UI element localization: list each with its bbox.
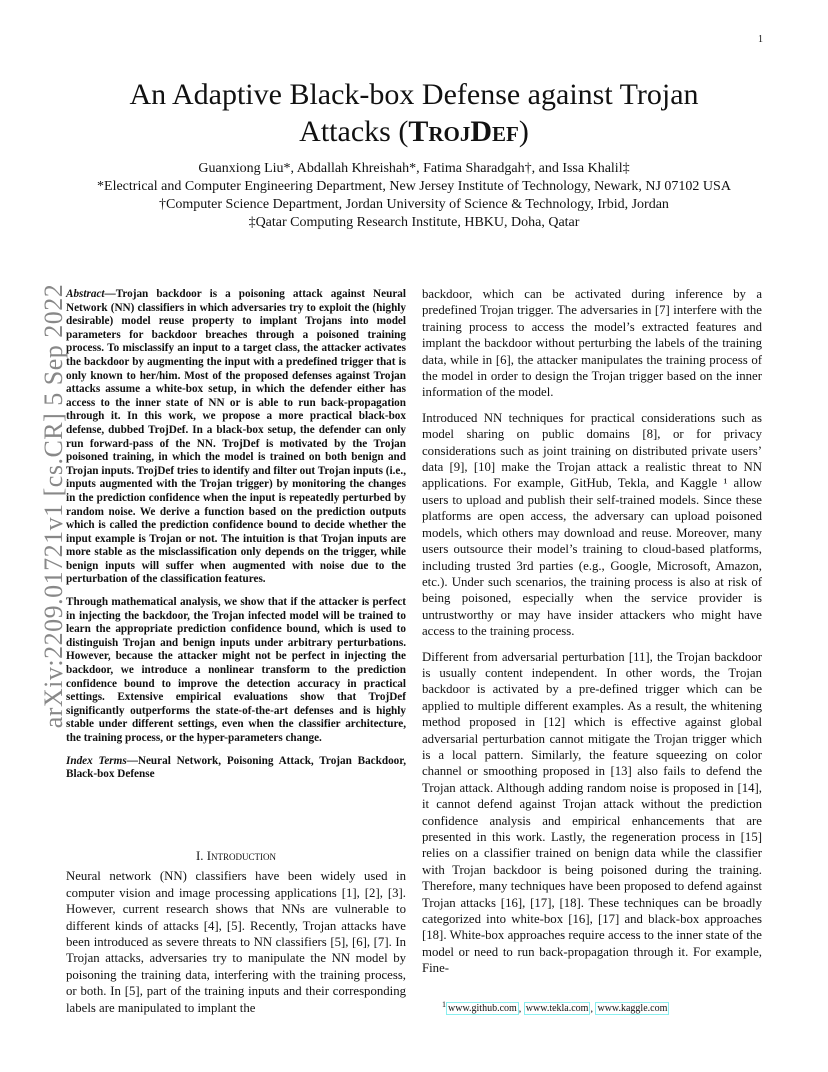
right-paragraph-1: backdoor, which can be activated during inference by a predefined Trojan trigger. The adversaries in [7] interfere with the training process to access the model’s extracted features and implant the backdoor without perturbing the labels of the training data, while in [6], the attacker manipulates the training process of the model in order to design the Trojan trigger based on the inner information of the model. <box>422 287 762 400</box>
introduction-left <box>66 848 406 1025</box>
right-column <box>422 286 762 986</box>
footnote-link-kaggle[interactable]: www.kaggle.com <box>597 1003 668 1015</box>
intro-paragraph-1: Neural network (NN) classifiers have been widely used in computer vision and image processing applications [1], [2], [3]. However, current research shows that NNs are vulnerable to different kinds of attacks [4], [5]. Recently, Trojan attacks have been introduced as severe threats to NN classifiers [5], [6], [7]. In Trojan attacks, adversaries try to manipulate the NN model by poisoning the training data, interfering with the training process, or both. In [5], part of the training inputs and their corresponding labels are manipulated to implant the <box>66 869 406 1015</box>
abstract-paragraph-2: Through mathematical analysis, we show that if the attacker is perfect in injecting the backdoor, the Trojan infected model will be trained to learn the appropriate prediction confidence bound, which is used to distinguish Trojan and benign inputs under arbitrary perturbations. However, because the attacker might not be perfect in injecting the backdoor, we introduce a nonlinear transform to the prediction confidence bound to improve the detection accuracy in practical settings. Extensive empirical evaluations show that TrojDef significantly outperforms the state-of-the-art defenses and is highly stable under different settings, even when the classifier architecture, the training process, or the hyper-parameters change. <box>66 596 406 744</box>
footnote-link-github[interactable]: www.github.com <box>448 1003 517 1015</box>
page-number: 1 <box>758 34 763 45</box>
abstract-paragraph-1 <box>66 288 406 587</box>
section-heading: I. Introduction <box>196 849 276 863</box>
index-terms <box>66 755 406 782</box>
affiliation-3: ‡Qatar Computing Research Institute, HBKU, Doha, Qatar <box>248 215 580 230</box>
footnote-mark: 1 <box>442 1000 446 1009</box>
affiliation-1: *Electrical and Computer Engineering Department, New Jersey Institute of Technology, Newark, NJ 07102 USA <box>97 179 731 194</box>
abstract <box>66 288 406 791</box>
title-line-2 <box>60 113 768 150</box>
footnote-link-tekla[interactable]: www.tekla.com <box>525 1003 589 1015</box>
arxiv-stamp: arXiv:2209.01721v1 [cs.CR] 5 Sep 2022 <box>39 283 68 729</box>
title-suffix: ) <box>518 115 529 148</box>
index-terms-text: —Neural Network, Poisoning Attack, Trojan Backdoor, Black-box Defense <box>66 754 406 781</box>
title-line-1: An Adaptive Black-box Defense against Trojan <box>129 78 699 111</box>
right-paragraph-3: Different from adversarial perturbation [11], the Trojan backdoor is usually content independent. In other words, the Trojan backdoor is activated by a pre-defined trigger which can be applied to multiple different examples. As a result, the whitening method proposed in [12] which is effective against global adversarial perturbation cannot mitigate the Trojan trigger which is a local pattern. Similarly, the feature squeezing on color channel or smoothing proposed in [13] also fails to defend the Trojan attack. Although adding random noise is proposed in [14], it cannot defend against Trojan attack without the prediction confidence analysis and empirical enhancements that are presented in this work. Lastly, the regeneration process in [15] relies on a classifier trained on benign data while the classifier with Trojan backdoor is being poisoned during the training. Therefore, many techniques have been proposed to defend against Trojan attacks [16], [17], [18]. These techniques can be broadly categorized into white-box [16], [17] and black-box approaches [18]. White-box approaches require access to the inner state of the model or need to run back-propagation through it. For example, Fine- <box>422 649 762 976</box>
title-prefix: Attacks ( <box>299 115 409 148</box>
abstract-label: Abstract <box>66 288 105 300</box>
abstract-text-1: —Trojan backdoor is a poisoning attack against Neural Network (NN) classifiers in which adversaries try to exploit the (highly desirable) model reuse property to implant Trojans into model parameters for backdoor breaches through a poisoned training process. To misclassify an input to a target class, the attacker activates the backdoor by augmenting the input with a predefined trigger that is only known to her/him. Most of the proposed defenses against Trojan attacks assume a white-box setup, in which the defender either has access to the inner state of NN or is able to run back-propagation through it. In this work, we propose a more practical black-box defense, dubbed TrojDef. In a black-box setup, the defender can only run forward-pass of the NN. TrojDef is motivated by the Trojan poisoned training, in which the model is trained on both benign and Trojan inputs. TrojDef tries to identify and filter out Trojan inputs (i.e., inputs augmented with the Trojan trigger) by monitoring the changes in the prediction confidence when the input is repeatedly perturbed by random noise. We derive a function based on the prediction outputs which is called the prediction confidence bound to decide whether the input example is Trojan or not. The intuition is that Trojan inputs are more stable as the misclassification only depends on the trigger, while benign inputs will suffer when augmented with noise due to the perturbation of the classification features. <box>66 288 406 586</box>
system-name: TrojDef <box>408 115 519 148</box>
right-paragraph-2: Introduced NN techniques for practical considerations such as model sharing on public domains [8], or for privacy considerations such as joint training on distributed private users’ data [9], [10] make the Trojan attack a realistic threat to NN applications. For example, GitHub, Tekla, and Kaggle ¹ allow users to upload and publish their self-trained models. Since these platforms are open access, the adversary can upload poisoned models, which others may download and reuse. Moreover, many users outsource their model’s training to cloud-based platforms, including trusted 3rd parties (e.g., Google, Microsoft, Amazon, etc.). Under such scenarios, the training process is also at risk of being poisoned, especially when the service provider is untrustworthy or may have insider attackers who might have access to the training process. <box>422 410 762 639</box>
author-list: Guanxiong Liu*, Abdallah Khreishah*, Fatima Sharadgah†, and Issa Khalil‡ <box>198 161 630 176</box>
footnote: $^1$ www.github.com , www.tekla.com , www.kaggle.com <box>442 1000 668 1015</box>
paper-title <box>60 76 768 150</box>
affiliation-2: †Computer Science Department, Jordan University of Science & Technology, Irbid, Jordan <box>159 197 669 212</box>
index-terms-label: Index Terms <box>66 754 127 767</box>
